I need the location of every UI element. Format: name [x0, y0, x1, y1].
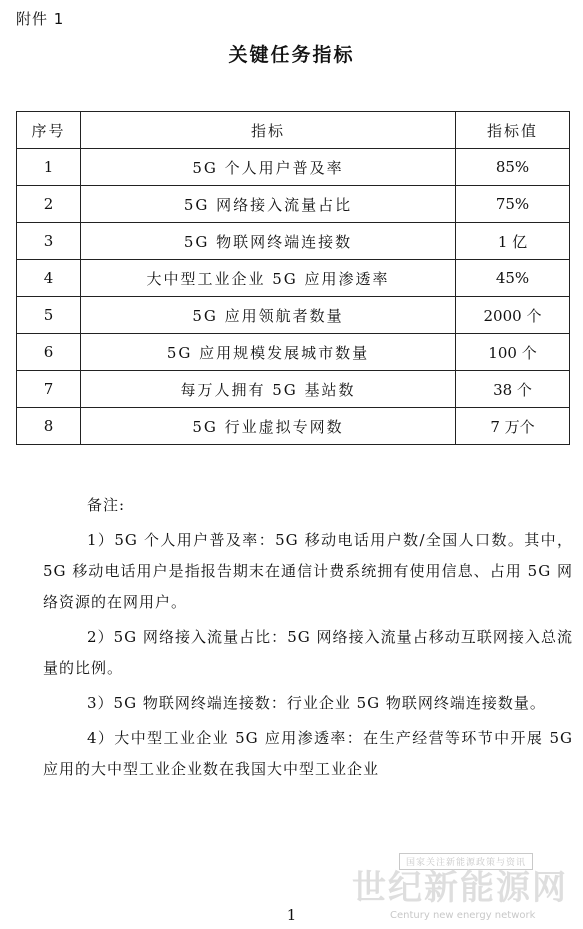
- row-value: 7 万个: [456, 408, 570, 445]
- header-indicator: 指标: [81, 112, 456, 149]
- watermark-subtitle: Century new energy network: [390, 910, 536, 921]
- table-row: [17, 334, 570, 371]
- row-indicator: 5G 应用领航者数量: [81, 297, 456, 334]
- row-value: 38 个: [456, 371, 570, 408]
- table-row: [17, 223, 570, 260]
- row-value: 1 亿: [456, 223, 570, 260]
- row-indicator: 每万人拥有 5G 基站数: [81, 371, 456, 408]
- row-serial: 4: [17, 260, 81, 297]
- note-item: 4）大中型工业企业 5G 应用渗透率：在生产经营等环节中开展 5G 应用的大中型工业企业数在我国大中型工业企业: [43, 729, 573, 778]
- table-row: [17, 149, 570, 186]
- notes-title: 备注:: [87, 496, 126, 514]
- row-value: 2000 个: [456, 297, 570, 334]
- row-value: 75%: [456, 186, 570, 223]
- header-serial: 序号: [17, 112, 81, 149]
- row-serial: 6: [17, 334, 81, 371]
- table-row: [17, 260, 570, 297]
- table-header-row: [17, 112, 570, 149]
- row-serial: 8: [17, 408, 81, 445]
- row-serial: 5: [17, 297, 81, 334]
- row-serial: 7: [17, 371, 81, 408]
- notes-section: [43, 494, 573, 789]
- watermark-logo: 世纪新能源网: [352, 868, 568, 908]
- note-item: 3）5G 物联网终端连接数：行业企业 5G 物联网终端连接数量。: [87, 694, 546, 712]
- page-title: 关键任务指标: [228, 44, 355, 66]
- row-indicator: 5G 行业虚拟专网数: [81, 408, 456, 445]
- table-row: [17, 297, 570, 334]
- table-row: [17, 371, 570, 408]
- table-row: [17, 186, 570, 223]
- header-value: 指标值: [456, 112, 570, 149]
- row-indicator: 大中型工业企业 5G 应用渗透率: [81, 260, 456, 297]
- row-serial: 2: [17, 186, 81, 223]
- watermark-tagline: 国家关注新能源政策与资讯: [399, 853, 533, 870]
- page-number: 1: [286, 906, 297, 924]
- row-value: 100 个: [456, 334, 570, 371]
- row-serial: 1: [17, 149, 81, 186]
- row-value: 45%: [456, 260, 570, 297]
- table-row: [17, 408, 570, 445]
- note-item: 2）5G 网络接入流量占比：5G 网络接入流量占移动互联网接入总流量的比例。: [43, 628, 573, 677]
- row-indicator: 5G 物联网终端连接数: [81, 223, 456, 260]
- note-item: 1）5G 个人用户普及率：5G 移动电话用户数/全国人口数。其中，5G 移动电话用户是指报告期末在通信计费系统拥有使用信息、占用 5G 网络资源的在网用户。: [43, 531, 573, 611]
- row-indicator: 5G 应用规模发展城市数量: [81, 334, 456, 371]
- kpi-table: [16, 111, 570, 445]
- row-indicator: 5G 网络接入流量占比: [81, 186, 456, 223]
- row-serial: 3: [17, 223, 81, 260]
- attachment-label: 附件 1: [16, 10, 65, 28]
- row-indicator: 5G 个人用户普及率: [81, 149, 456, 186]
- row-value: 85%: [456, 149, 570, 186]
